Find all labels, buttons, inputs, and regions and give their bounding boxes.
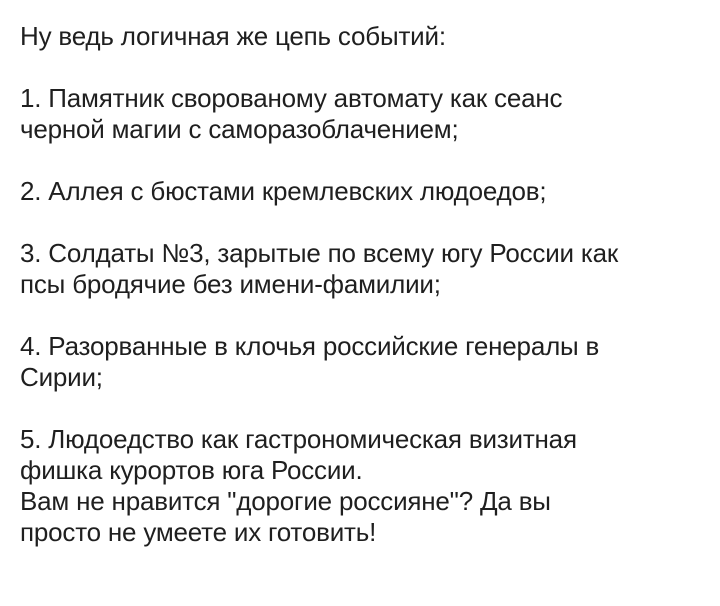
paragraph-gap	[20, 300, 710, 331]
item-3-line-2: псы бродячие без имени-фамилии;	[20, 269, 441, 299]
post-text	[20, 21, 710, 548]
item-4-line-2: Сирии;	[20, 362, 103, 392]
paragraph-gap	[20, 393, 710, 424]
item-3-line-1: 3. Солдаты №3, зарытые по всему югу России как	[20, 238, 619, 268]
paragraph-gap	[20, 145, 710, 176]
item-1-line-2: черной магии с саморазоблачением;	[20, 114, 459, 144]
item-5-line-1: 5. Людоедство как гастрономическая визитная	[20, 424, 577, 454]
item-2-line-1: 2. Аллея с бюстами кремлевских людоедов;	[20, 176, 547, 206]
intro-line: Ну ведь логичная же цепь событий:	[20, 21, 446, 51]
paragraph-gap	[20, 207, 710, 238]
paragraph-gap	[20, 52, 710, 83]
item-5-line-2: фишка курортов юга России.	[20, 455, 363, 485]
item-1-line-1: 1. Памятник сворованому автомату как сеанс	[20, 83, 563, 113]
item-4-line-1: 4. Разорванные в клочья российские генералы в	[20, 331, 600, 361]
closing-line-2: просто не умеете их готовить!	[20, 517, 377, 547]
closing-line-1: Вам не нравится "дорогие россияне"? Да вы	[20, 486, 551, 516]
